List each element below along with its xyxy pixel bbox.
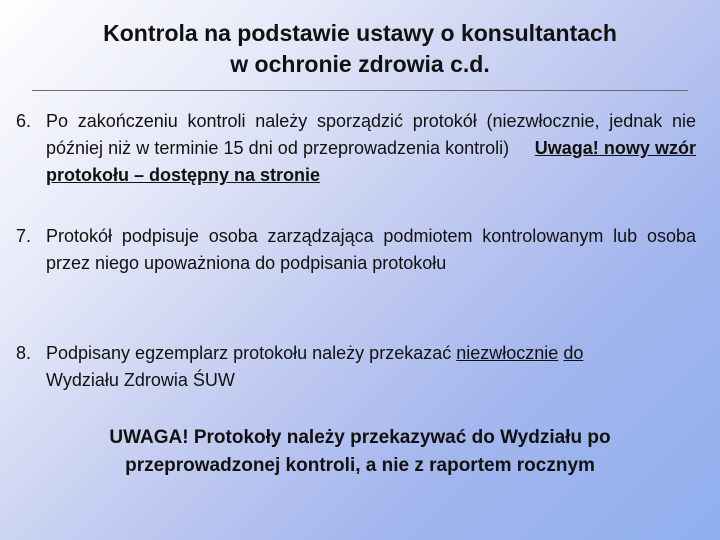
list-item-7 xyxy=(16,223,696,277)
list-item-text-continued: Wydziału Zdrowia ŚUW xyxy=(46,370,235,390)
slide-title-line-1: Kontrola na podstawie ustawy o konsultantach xyxy=(103,20,617,46)
list-item-number: 6. xyxy=(16,111,32,131)
list-item-text: Protokół podpisuje osoba zarządzająca podmiotem kontrolowanym lub osoba przez niego upoważniona do podpisania protokołu xyxy=(46,226,696,273)
list-item-body xyxy=(46,223,696,277)
list-item-body xyxy=(46,340,696,394)
list-item-6 xyxy=(16,108,696,189)
slide-title-line-2: w ochronie zdrowia c.d. xyxy=(230,51,490,77)
warning-note-line-1: UWAGA! Protokoły należy przekazywać do Wydziału po xyxy=(109,427,611,448)
list-item-text: Podpisany egzemplarz protokołu należy przekazać xyxy=(46,343,452,363)
underlined-preposition: do xyxy=(563,343,584,363)
list-item-body xyxy=(46,108,696,189)
list-item-number: 8. xyxy=(16,343,32,363)
slide-title xyxy=(40,18,680,80)
warning-note xyxy=(40,424,680,480)
list-item-text: Po zakończeniu kontroli należy sporządzić protokół (niezwłocznie, jednak nie później niż w terminie 15 dni od przeprowadzenia kontroli) xyxy=(46,111,696,158)
list-item-8 xyxy=(16,340,696,394)
warning-note-line-2: przeprowadzonej kontroli, a nie z raportem rocznym xyxy=(125,455,595,476)
underlined-word: niezwłocznie xyxy=(456,343,559,363)
protocol-notice-link: Uwaga! nowy wzór protokołu – dostępny na stronie xyxy=(46,138,696,185)
title-divider xyxy=(32,90,688,91)
list-item-number: 7. xyxy=(16,226,32,246)
